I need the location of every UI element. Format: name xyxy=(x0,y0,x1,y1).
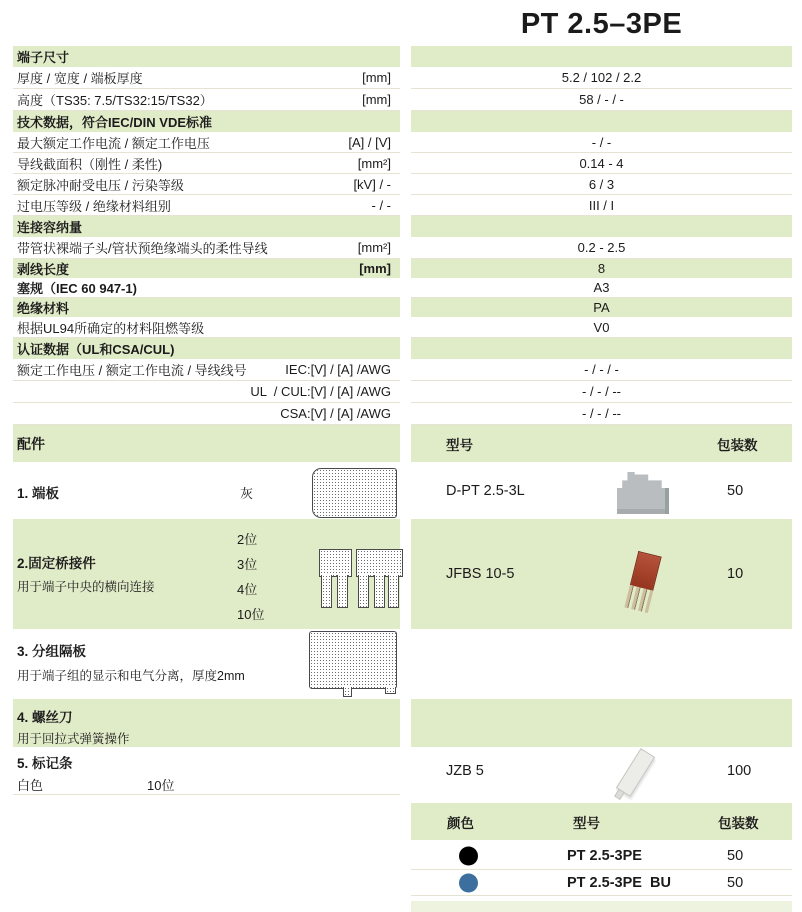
spec-value: 0.2 - 2.5 xyxy=(577,240,626,255)
section-label: 认证数据（UL和CSA/CUL) xyxy=(17,342,175,357)
spec-values-column xyxy=(411,46,792,912)
bridge-bar xyxy=(319,549,352,577)
order-row-empty-partition xyxy=(411,629,792,699)
bridge-leg xyxy=(388,575,399,608)
bridge-size-list xyxy=(237,527,264,627)
spec-value-row xyxy=(411,89,792,111)
bridge-size: 3位 xyxy=(237,557,258,572)
spec-label: 额定脉冲耐受电压 / 污染等级 xyxy=(17,177,184,193)
bridge-leg xyxy=(374,575,385,608)
spec-value: 5.2 / 102 / 2.2 xyxy=(561,70,642,85)
spec-value-row xyxy=(411,67,792,89)
section-label: 技术数据，符合IEC/DIN VDE标准 xyxy=(17,115,213,130)
spec-label: 带管状裸端子头/管状预绝缘端头的柔性导线 xyxy=(17,241,268,256)
spec-unit: UL / CUL:[V] / [A] /AWG xyxy=(250,384,391,399)
white-marker-strip-photo xyxy=(616,748,655,797)
order-col-pack: 包装数 xyxy=(717,437,758,453)
spec-label: 高度（TS35: 7.5/TS32:15/TS32） xyxy=(17,93,213,108)
order-row-end-plate xyxy=(411,462,792,519)
partition-foot xyxy=(343,687,352,697)
spec-value: - / - / -- xyxy=(582,406,621,421)
accessory-description: 用于回拉式弹簧操作 xyxy=(17,732,130,746)
variant-pack: 50 xyxy=(727,874,744,891)
spec-unit: [A] / [V] xyxy=(348,134,391,150)
section-label: 端子尺寸 xyxy=(17,50,70,65)
order-row-bridge xyxy=(411,519,792,629)
spec-value-row xyxy=(411,298,792,317)
section-header-dimensions xyxy=(13,46,400,67)
spec-value: - / - xyxy=(591,134,612,150)
spec-value: A3 xyxy=(593,280,610,295)
section-header-approvals xyxy=(13,338,400,359)
spec-value-row xyxy=(411,195,792,216)
spec-value: - / - / -- xyxy=(582,384,621,399)
bridge-drawing-small xyxy=(319,549,350,577)
spec-row-ul94 xyxy=(13,317,400,338)
order-pack: 10 xyxy=(727,566,744,582)
accessory-title: 2.固定桥接件 xyxy=(17,556,96,571)
model-col-header: 型号 xyxy=(573,815,600,831)
spec-unit: [mm] xyxy=(362,92,391,107)
spec-unit: - / - xyxy=(371,197,391,213)
order-model: D-PT 2.5-3L xyxy=(446,482,525,499)
accessory-description: 用于端子中央的横向连接 xyxy=(17,580,155,594)
end-plate-drawing xyxy=(312,468,397,518)
spec-row-ul-cul xyxy=(13,381,400,403)
spec-row-thickness xyxy=(13,67,400,89)
spec-value-row xyxy=(411,259,792,278)
bridge-leg xyxy=(337,575,348,608)
bridge-size: 10位 xyxy=(237,607,265,622)
spec-unit: CSA:[V] / [A] /AWG xyxy=(280,406,391,421)
spec-value: 6 / 3 xyxy=(588,176,615,192)
variant-model: PT 2.5-3PE BU xyxy=(567,874,671,891)
spec-value: - / - / - xyxy=(584,362,619,377)
spec-row-gauge xyxy=(13,278,400,298)
spec-row-height xyxy=(13,89,400,111)
spec-value: III / I xyxy=(588,197,615,213)
partition-drawing xyxy=(309,631,397,689)
page-title: PT 2.5–3PE xyxy=(520,8,683,40)
accessory-item-marker-strip xyxy=(13,747,400,795)
order-table-header xyxy=(411,425,792,462)
spec-row-impulse-voltage xyxy=(13,174,400,195)
red-bridge-body xyxy=(630,551,662,590)
value-band xyxy=(411,338,792,359)
bridge-size: 2位 xyxy=(237,532,258,547)
spec-label: 剥线长度 xyxy=(17,262,70,277)
red-bridge-pins xyxy=(624,585,653,613)
section-header-connection-capacity xyxy=(13,216,400,237)
spec-value-row xyxy=(411,153,792,174)
accessory-variant: 灰 xyxy=(240,486,254,501)
accessory-item-end-plate xyxy=(13,462,400,519)
accessory-title: 3. 分组隔板 xyxy=(17,644,87,659)
bridge-size: 4位 xyxy=(237,582,258,597)
spec-row-insulation-material xyxy=(13,298,400,317)
value-band xyxy=(411,111,792,132)
value-band xyxy=(411,216,792,237)
accessory-item-fixed-bridge xyxy=(13,519,400,629)
spec-label: 塞规（IEC 60 947-1) xyxy=(17,281,137,296)
spec-label: 根据UL94所确定的材料阻燃等级 xyxy=(17,320,205,336)
accessory-title: 5. 标记条 xyxy=(17,756,73,771)
spec-labels-column xyxy=(13,46,400,795)
spec-value: 8 xyxy=(597,261,606,276)
bridge-drawing-large xyxy=(356,549,401,577)
spec-label: 导线截面积（刚性 / 柔性) xyxy=(17,156,163,172)
spec-row-cross-section xyxy=(13,153,400,174)
spec-value: 0.14 - 4 xyxy=(579,155,624,171)
accessories-header-label: 配件 xyxy=(17,435,45,452)
spec-unit: [mm²] xyxy=(357,240,391,255)
spec-unit: [mm] xyxy=(359,261,391,276)
spec-value-row xyxy=(411,381,792,403)
accessory-title: 1. 端板 xyxy=(17,486,60,501)
gray-end-plate-photo xyxy=(617,472,669,514)
order-pack: 100 xyxy=(727,763,752,779)
black-color-dot xyxy=(459,847,478,866)
accessory-title: 4. 螺丝刀 xyxy=(17,710,73,725)
spec-value-row xyxy=(411,237,792,259)
order-pack: 50 xyxy=(727,482,744,499)
spec-value: 58 / - / - xyxy=(579,92,624,107)
spec-row-iec xyxy=(13,359,400,381)
footer-strip xyxy=(411,901,792,912)
spec-value-row xyxy=(411,132,792,153)
color-table-row-blue xyxy=(411,870,792,896)
color-table-header xyxy=(411,803,792,840)
spec-unit: [mm²] xyxy=(357,155,391,171)
spec-value-row xyxy=(411,278,792,298)
bridge-leg xyxy=(321,575,332,608)
pack-col-header: 包装数 xyxy=(718,815,759,831)
order-model: JZB 5 xyxy=(446,763,484,779)
order-col-model: 型号 xyxy=(446,437,473,453)
spacer xyxy=(411,795,792,803)
accessory-description: 用于端子组的显示和电气分离，厚度2mm xyxy=(17,669,245,683)
spec-row-overvoltage xyxy=(13,195,400,216)
red-bridge-photo xyxy=(624,551,661,613)
order-row-empty-screwdriver xyxy=(411,699,792,747)
bridge-bar xyxy=(356,549,403,577)
spec-label: 最大额定工作电流 / 额定工作电压 xyxy=(17,135,210,151)
spec-label: 绝缘材料 xyxy=(17,301,70,316)
spec-value-row xyxy=(411,403,792,425)
order-model: JFBS 10-5 xyxy=(446,566,515,582)
spec-row-current-voltage xyxy=(13,132,400,153)
spec-unit: [mm] xyxy=(362,70,391,85)
spec-label: 过电压等级 / 绝缘材料组别 xyxy=(17,198,171,214)
spec-row-ferrule-wire xyxy=(13,237,400,259)
section-header-technical-data xyxy=(13,111,400,132)
accessory-item-screwdriver xyxy=(13,699,400,747)
accessories-header xyxy=(13,425,400,462)
spec-row-csa xyxy=(13,403,400,425)
spec-unit: [kV] / - xyxy=(353,176,391,192)
spec-label: 厚度 / 宽度 / 端板厚度 xyxy=(17,71,143,86)
spec-value: V0 xyxy=(593,319,610,335)
color-col-header: 颜色 xyxy=(447,815,474,831)
blue-color-dot xyxy=(459,873,478,892)
variant-model: PT 2.5-3PE xyxy=(567,848,642,864)
section-label: 连接容纳量 xyxy=(17,220,83,235)
spec-value-row xyxy=(411,317,792,338)
order-row-marker-strip xyxy=(411,747,792,795)
spec-value-row xyxy=(411,174,792,195)
spec-value-row xyxy=(411,359,792,381)
value-band xyxy=(411,46,792,67)
accessory-size: 10位 xyxy=(147,778,175,793)
spec-label: 额定工作电压 / 额定工作电流 / 导线线号 xyxy=(17,363,247,378)
spec-unit: IEC:[V] / [A] /AWG xyxy=(285,362,391,377)
color-table-row-black xyxy=(411,843,792,870)
spec-row-strip-length xyxy=(13,259,400,278)
variant-pack: 50 xyxy=(727,848,744,864)
spec-value: PA xyxy=(593,300,610,315)
bridge-leg xyxy=(358,575,369,608)
accessory-variant: 白色 xyxy=(17,778,44,793)
partition-foot xyxy=(385,687,396,694)
accessory-item-partition xyxy=(13,629,400,699)
